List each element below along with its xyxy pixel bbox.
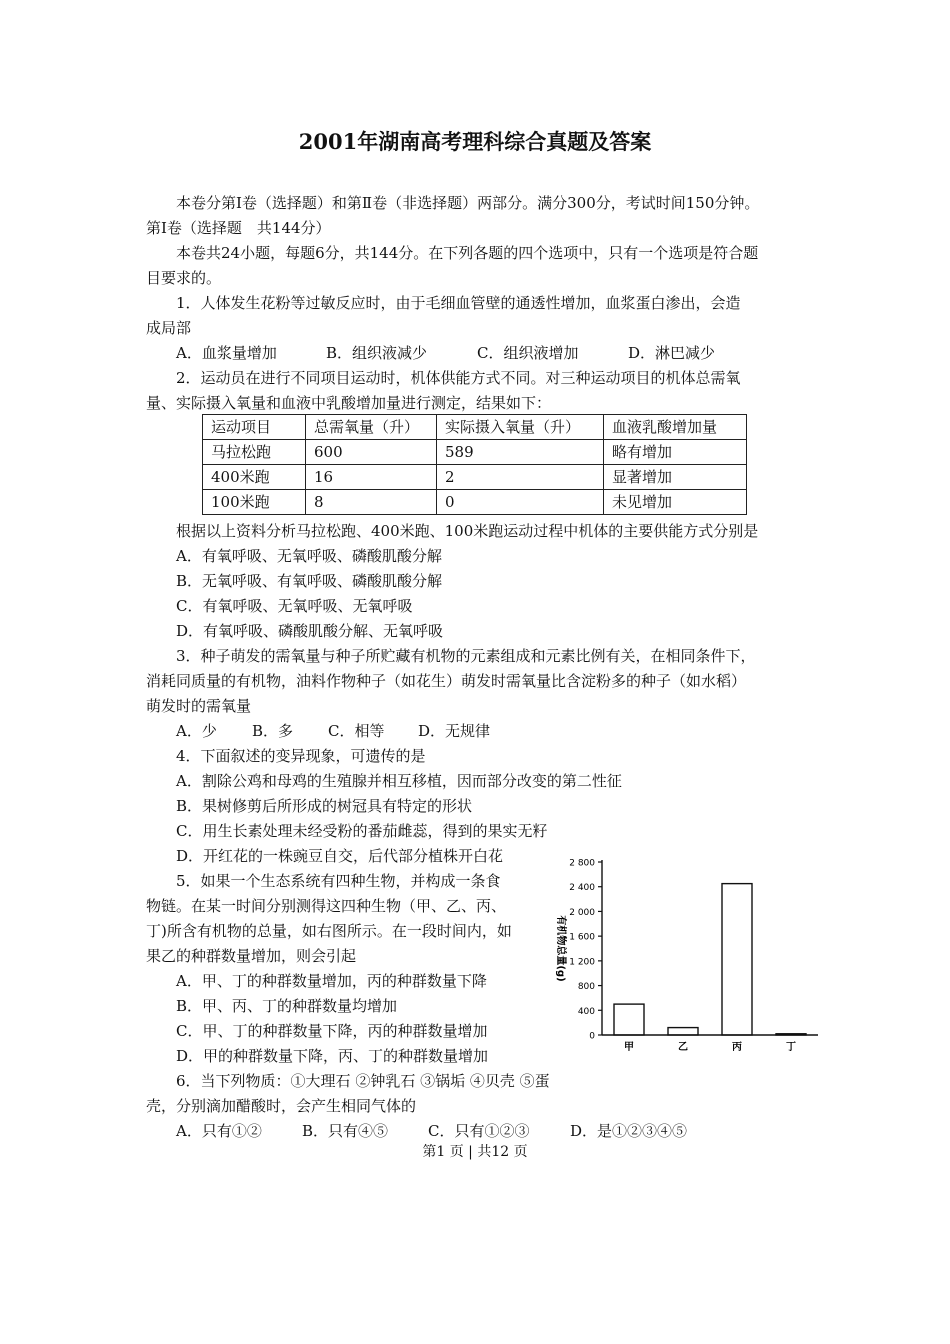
x-category-label: 乙 xyxy=(678,1042,688,1053)
question-5-option-c: C．甲、丁的种群数量下降，丙的种群数量增加 xyxy=(176,1022,488,1040)
question-2-option-c: C．有氧呼吸、无氧呼吸、无氧呼吸 xyxy=(176,597,413,615)
question-4-option-c: C．用生长素处理未经受粉的番茄雌蕊，得到的果实无籽 xyxy=(176,822,548,840)
question-2-question: 根据以上资料分析马拉松跑、400米跑、100米跑运动过程中机体的主要供能方式分别是 xyxy=(176,522,759,540)
question-5-option-d: D．甲的种群数量下降，丙、丁的种群数量增加 xyxy=(176,1047,489,1065)
x-category-label: 甲 xyxy=(624,1042,634,1053)
question-1-option-d: D．淋巴减少 xyxy=(628,344,716,362)
bar-3 xyxy=(722,884,752,1035)
question-5-option-b: B．甲、丙、丁的种群数量均增加 xyxy=(176,997,398,1015)
page-title: 2001年湖南高考理科综合真题及答案 xyxy=(298,129,652,154)
table-header-cell: 血液乳酸增加量 xyxy=(604,415,747,440)
question-6-stem: 6．当下列物质：①大理石 ②钟乳石 ③锅垢 ④贝壳 ⑤蛋 xyxy=(176,1072,550,1090)
question-1-stem: 1．人体发生花粉等过敏反应时，由于毛细血管壁的通透性增加，血浆蛋白渗出，会造 xyxy=(176,294,741,312)
table-cell: 8 xyxy=(306,490,437,515)
section1-instruction: 目要求的。 xyxy=(146,269,222,287)
table-cell: 100米跑 xyxy=(203,490,306,515)
table-cell: 未见增加 xyxy=(604,490,747,515)
question-1-option-a: A．血浆量增加 xyxy=(176,344,277,362)
question-2-option-a: A．有氧呼吸、无氧呼吸、磷酸肌酸分解 xyxy=(176,547,442,565)
question-4-option-d: D．开红花的一株豌豆自交，后代部分植株开白花 xyxy=(176,847,504,865)
question-3-stem: 萌发时的需氧量 xyxy=(146,697,252,715)
x-category-label: 丙 xyxy=(732,1042,742,1053)
table-cell: 589 xyxy=(437,440,604,465)
y-tick-label: 400 xyxy=(577,1006,595,1017)
question-3-option-a: A．少 xyxy=(176,722,217,740)
question-1-option-c: C．组织液增加 xyxy=(477,344,579,362)
question-6-option-d: D．是①②③④⑤ xyxy=(570,1122,688,1140)
question-3-option-d: D．无规律 xyxy=(418,722,491,740)
question-5-stem: 物链。在某一时间分别测得这四种生物（甲、乙、丙、 xyxy=(146,897,507,915)
question-6-option-c: C．只有①②③ xyxy=(428,1122,530,1140)
table-cell: 显著增加 xyxy=(604,465,747,490)
question-6-stem: 壳，分别滴加醋酸时，会产生相同气体的 xyxy=(146,1097,417,1115)
question-2-option-d: D．有氧呼吸、磷酸肌酸分解、无氧呼吸 xyxy=(176,622,444,640)
bar-1 xyxy=(614,1004,644,1035)
question-6-option-b: B．只有④⑤ xyxy=(302,1122,389,1140)
oxygen-data-table xyxy=(202,414,747,515)
y-tick-label: 2 400 xyxy=(569,883,595,894)
page-footer: 第1 页 | 共12 页 xyxy=(422,1144,528,1160)
y-tick-label: 1 600 xyxy=(569,932,595,943)
table-cell: 0 xyxy=(437,490,604,515)
question-3-stem: 消耗同质量的有机物，油料作物种子（如花生）萌发时需氧量比含淀粉多的种子（如水稻） xyxy=(146,672,747,690)
table-header-cell: 总需氧量（升） xyxy=(306,415,437,440)
intro-text: 本卷分第Ⅰ卷（选择题）和第Ⅱ卷（非选择题）两部分。满分300分，考试时间150分钟。 xyxy=(176,194,760,212)
question-2-option-b: B．无氧呼吸、有氧呼吸、磷酸肌酸分解 xyxy=(176,572,443,590)
question-3-stem: 3．种子萌发的需氧量与种子所贮藏有机物的元素组成和元素比例有关，在相同条件下， xyxy=(176,647,756,665)
question-1-option-b: B．组织液减少 xyxy=(326,344,428,362)
y-tick-label: 1 200 xyxy=(569,957,595,968)
question-5-stem: 果乙的种群数量增加，则会引起 xyxy=(146,947,357,965)
question-6-option-a: A．只有①② xyxy=(176,1122,262,1140)
table-cell: 400米跑 xyxy=(203,465,306,490)
table-row xyxy=(203,465,747,490)
organic-matter-bar-chart xyxy=(540,852,830,1062)
question-4-stem: 4．下面叙述的变异现象，可遗传的是 xyxy=(176,747,426,765)
question-4-option-b: B．果树修剪后所形成的树冠具有特定的形状 xyxy=(176,797,473,815)
bar-2 xyxy=(668,1028,698,1035)
section1-instruction: 本卷共24小题，每题6分，共144分。在下列各题的四个选项中，只有一个选项是符合题 xyxy=(176,244,759,262)
question-2-stem: 2．运动员在进行不同项目运动时，机体供能方式不同。对三种运动项目的机体总需氧 xyxy=(176,369,741,387)
question-5-stem: 丁)所含有机物的总量，如右图所示。在一段时间内，如 xyxy=(146,922,512,940)
question-4-option-a: A．割除公鸡和母鸡的生殖腺并相互移植，因而部分改变的第二性征 xyxy=(176,772,622,790)
table-cell: 略有增加 xyxy=(604,440,747,465)
y-tick-label: 2 800 xyxy=(569,858,595,869)
y-tick-label: 800 xyxy=(577,982,595,993)
question-3-option-c: C．相等 xyxy=(328,722,385,740)
question-5-option-a: A．甲、丁的种群数量增加，丙的种群数量下降 xyxy=(176,972,487,990)
question-3-option-b: B．多 xyxy=(252,722,294,740)
table-header-cell: 运动项目 xyxy=(203,415,306,440)
section1-heading: 第Ⅰ卷（选择题 共144分） xyxy=(146,219,331,237)
x-category-label: 丁 xyxy=(786,1042,796,1053)
table-cell: 马拉松跑 xyxy=(203,440,306,465)
table-cell: 16 xyxy=(306,465,437,490)
question-5-stem: 5．如果一个生态系统有四种生物，并构成一条食 xyxy=(176,872,501,890)
table-header-cell: 实际摄入氧量（升） xyxy=(437,415,604,440)
table-header-row xyxy=(203,415,747,440)
question-2-stem: 量、实际摄入氧量和血液中乳酸增加量进行测定，结果如下： xyxy=(146,394,552,412)
question-1-stem: 成局部 xyxy=(146,319,192,337)
y-tick-label: 0 xyxy=(589,1031,595,1042)
table-row xyxy=(203,490,747,515)
y-axis-label: 有机物总量(g) xyxy=(555,915,566,982)
y-tick-label: 2 000 xyxy=(569,907,595,918)
table-cell: 600 xyxy=(306,440,437,465)
table-cell: 2 xyxy=(437,465,604,490)
table-row xyxy=(203,440,747,465)
